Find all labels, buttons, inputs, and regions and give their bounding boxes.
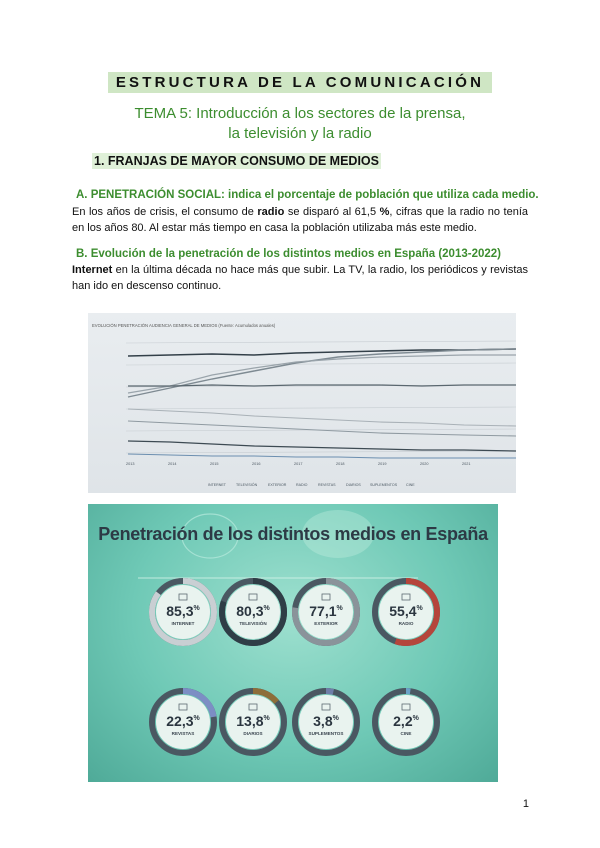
media-label: TELEVISIÓN bbox=[239, 621, 267, 626]
section-heading-text: 1. FRANJAS DE MAYOR CONSUMO DE MEDIOS bbox=[94, 154, 379, 168]
infographic-rings bbox=[88, 504, 498, 782]
svg-text:CINE: CINE bbox=[406, 483, 415, 487]
media-ring-internet bbox=[152, 581, 214, 643]
subheading-b: B. Evolución de la penetración de los distintos medios en España (2013-2022) bbox=[76, 248, 501, 260]
media-label: EXTERIOR bbox=[314, 621, 338, 626]
infographic-photo bbox=[88, 504, 498, 782]
subheading-a: A. PENETRACIÓN SOCIAL: indica el porcentaje de población que utiliza cada medio. bbox=[76, 189, 539, 201]
media-ring-radio bbox=[375, 581, 437, 643]
media-value: 22,3% bbox=[166, 713, 200, 729]
media-label: SUPLEMENTOS bbox=[308, 731, 344, 736]
media-ring-exterior bbox=[295, 581, 357, 643]
paragraph-b: Internet en la última década no hace más que subir. La TV, la radio, los periódicos y revistas han ido en descenso continuo. bbox=[72, 264, 528, 292]
svg-text:RADIO: RADIO bbox=[296, 483, 308, 487]
infographic-title: Penetración de los distintos medios en España bbox=[98, 524, 488, 544]
media-label: DIARIOS bbox=[243, 731, 263, 736]
media-value: 13,8% bbox=[236, 713, 270, 729]
svg-text:DIARIOS: DIARIOS bbox=[346, 483, 361, 487]
topic-title bbox=[0, 104, 600, 144]
media-value: 3,8% bbox=[313, 713, 339, 729]
svg-text:2017: 2017 bbox=[294, 462, 303, 466]
svg-text:SUPLEMENTOS: SUPLEMENTOS bbox=[370, 483, 398, 487]
media-value: 85,3% bbox=[166, 603, 200, 619]
media-label: REVISTAS bbox=[171, 731, 195, 736]
media-ring-cine bbox=[375, 691, 437, 753]
media-value: 2,2% bbox=[393, 713, 419, 729]
section-heading bbox=[92, 154, 381, 168]
svg-text:2018: 2018 bbox=[336, 462, 345, 466]
svg-text:INTERNET: INTERNET bbox=[208, 483, 226, 487]
media-ring-diarios bbox=[222, 691, 284, 753]
main-title bbox=[0, 72, 600, 93]
media-value: 80,3% bbox=[236, 603, 270, 619]
svg-text:2020: 2020 bbox=[420, 462, 429, 466]
svg-text:EXTERIOR: EXTERIOR bbox=[268, 483, 287, 487]
page-number: 1 bbox=[522, 798, 529, 810]
chart-photo-graphic bbox=[88, 313, 516, 493]
chart-photo bbox=[88, 313, 516, 493]
topic-line-1: TEMA 5: Introducción a los sectores de la prensa, bbox=[134, 105, 466, 122]
svg-text:2015: 2015 bbox=[210, 462, 219, 466]
media-ring-suplementos bbox=[295, 691, 357, 753]
svg-text:2021: 2021 bbox=[462, 462, 471, 466]
paragraph-a: En los años de crisis, el consumo de radio se disparó al 61,5 %, cifras que la radio no tenía en los años 80. Al estar más tiempo en casa la población utilizaba más este medio. bbox=[72, 206, 529, 234]
media-label: CINE bbox=[400, 731, 412, 736]
svg-text:2019: 2019 bbox=[378, 462, 387, 466]
media-label: RADIO bbox=[398, 621, 414, 626]
chart-photo-header: EVOLUCIÓN PENETRACIÓN AUDIENCIA GENERAL DE MEDIOS (Fuente: Acumulados anuales) bbox=[92, 323, 276, 328]
media-ring-televisión bbox=[222, 581, 284, 643]
topic-line-2: la televisión y la radio bbox=[228, 125, 372, 142]
svg-text:2013: 2013 bbox=[126, 462, 135, 466]
main-title-text: ESTRUCTURA DE LA COMUNICACIÓN bbox=[108, 72, 492, 93]
media-ring-revistas bbox=[152, 691, 214, 753]
media-label: INTERNET bbox=[171, 621, 195, 626]
media-value: 55,4% bbox=[389, 603, 423, 619]
svg-text:REVISTAS: REVISTAS bbox=[318, 483, 336, 487]
svg-text:2016: 2016 bbox=[252, 462, 261, 466]
media-value: 77,1% bbox=[309, 603, 343, 619]
svg-text:TELEVISIÓN: TELEVISIÓN bbox=[236, 483, 258, 487]
svg-text:2014: 2014 bbox=[168, 462, 177, 466]
